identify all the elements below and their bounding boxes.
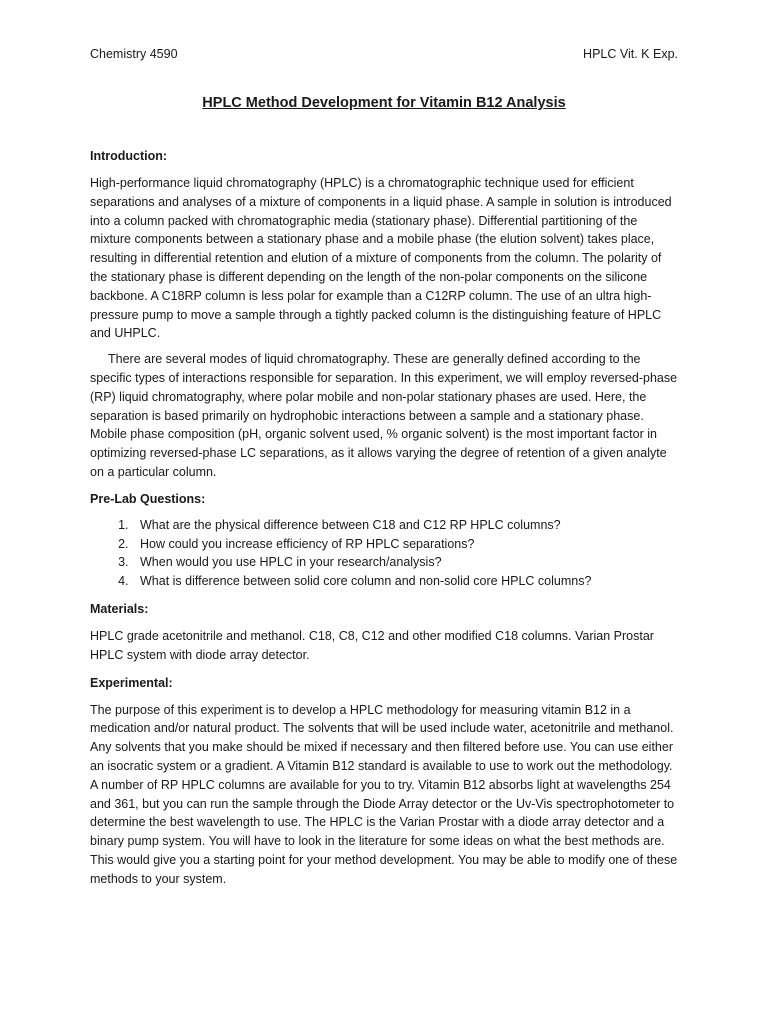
introduction-paragraph-2: There are several modes of liquid chromatography. These are generally defined according to the specific types of interactions responsible for separation. In this experiment, we will employ reversed-phase (RP) liquid chromatography, where polar mobile and non-polar stationary phases are used. Here, the separation is based primarily on hydrophobic interactions between a sample and a stationary phase. Mobile phase composition (pH, organic solvent used, % organic solvent) is the most important factor in optimizing reversed-phase LC separations, as it allows varying the degree of retention of a given analyte on a particular column. — [90, 352, 678, 479]
experimental-heading: Experimental: — [90, 675, 173, 690]
page-header — [90, 46, 678, 62]
materials-paragraph: HPLC grade acetonitrile and methanol. C18, C8, C12 and other modified C18 columns. Varian Prostar HPLC system with diode array detector. — [90, 628, 654, 662]
prelab-heading: Pre-Lab Questions: — [90, 491, 206, 506]
introduction-heading: Introduction: — [90, 149, 168, 163]
materials-heading: Materials: — [90, 601, 149, 616]
experimental-paragraph: The purpose of this experiment is to develop a HPLC methodology for measuring vitamin B12 in a medication and/or natural product. The solvents that will be used include water, acetonitrile and methanol. Any solvents that you make should be mixed if necessary and then filtered before use. You can use either an isocratic system or a gradient. A Vitamin B12 standard is available to use to work out the methodology. A number of RP HPLC columns are available for you to try. Vitamin B12 absorbs light at wavelengths 254 and 361, but you can run the sample through the Diode Array detector or the Uv-Vis spectrophotometer to determine the best wavelength to use. The HPLC is the Varian Prostar with a diode array detector and a binary pump system. You will have to look in the literature for some ideas on what the best methods are. This would give you a starting point for your method development. You may be able to modify one of these methods to your system. — [90, 702, 678, 886]
header-course: Chemistry 4590 — [90, 47, 178, 61]
prelab-question: 3. When would you use HPLC in your research/analysis? — [132, 553, 678, 572]
document-title: HPLC Method Development for Vitamin B12 Analysis — [202, 95, 566, 111]
introduction-paragraph-1: High-performance liquid chromatography (HPLC) is a chromatographic technique used for efficient separations and analyses of a mixture of components in a liquid phase. A sample in solution is introduced into a column packed with chromatographic media (stationary phase). Differential partitioning of the mixture components between a stationary phase and a mobile phase (the elution solvent) takes place, resulting in differential retention and elution of a mixture of components from the column. The polarity of the stationary phase is different depending on the length of the non-polar components on the silicone backbone. A C18RP column is less polar for example than a C12RP column. The use of an ultra high-pressure pump to move a sample through a tightly packed column is the distinguishing feature of HPLC and UHPLC. — [90, 176, 672, 341]
prelab-question: 4. What is difference between solid core column and non-solid core HPLC columns? — [132, 572, 678, 591]
prelab-question: 1. What are the physical difference between C18 and C12 RP HPLC columns? — [132, 516, 678, 535]
prelab-question: 2. How could you increase efficiency of RP HPLC separations? — [132, 535, 678, 554]
header-experiment: HPLC Vit. K Exp. — [583, 47, 678, 61]
prelab-question-list — [90, 516, 678, 591]
